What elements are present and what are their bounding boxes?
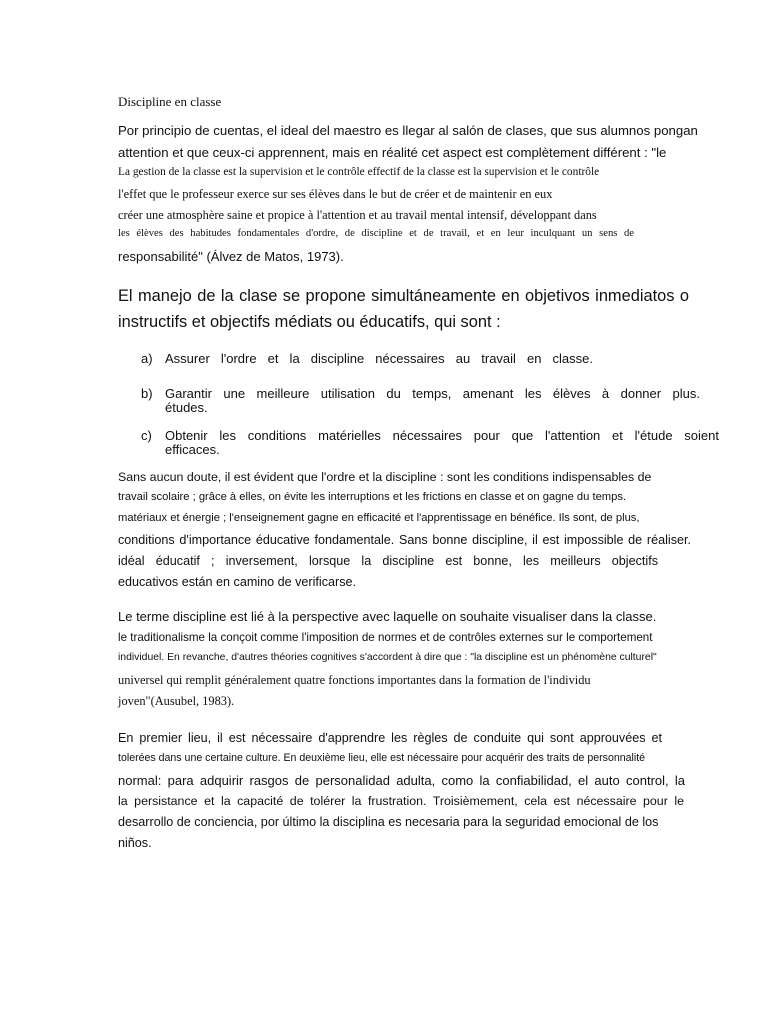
para1-line: créer une atmosphère saine et propice à l'attention et au travail mental intensif, développant dans (118, 208, 597, 222)
para5-line: niños. (118, 836, 152, 850)
para5-line: tolerées dans une certaine culture. En deuxième lieu, elle est nécessaire pour acquérir des traits de personnalité (118, 752, 646, 764)
list-item-text: Assurer l'ordre et la discipline nécessaires au travail en classe. (165, 351, 593, 366)
para1-line: les élèves des habitudes fondamentales d'ordre, de discipline et de travail, et en leur inculquant un sens de (118, 228, 634, 239)
para3-line: educativos están en camino de verificarse. (118, 575, 357, 589)
list-marker: b) (141, 386, 153, 401)
para3-line: matériaux et énergie ; l'enseignement gagne en efficacité et l'apprentissage en bénéfice. Ils sont, de plus, (118, 512, 640, 524)
para3-line: Sans aucun doute, il est évident que l'ordre et la discipline : sont les conditions indispensables de (118, 470, 652, 484)
para1-line: La gestion de la classe est la supervision et le contrôle effectif de la classe est la supervision et le contrôle (118, 166, 600, 178)
document-title: Discipline en classe (118, 94, 222, 109)
list-item-text: Obtenir les conditions matérielles nécessaires pour que l'attention et l'étude soient (165, 428, 719, 443)
para4-line: universel qui remplit généralement quatre fonctions importantes dans la formation de l'individu (118, 673, 591, 687)
para4-line: joven"(Ausubel, 1983). (118, 694, 235, 708)
para5-line: En premier lieu, il est nécessaire d'apprendre les règles de conduite qui sont approuvées et (118, 731, 662, 745)
para1-line: responsabilité" (Álvez de Matos, 1973). (118, 249, 344, 264)
para5-line: normal: para adquirir rasgos de personalidad adulta, como la confiabilidad, el auto control, la (118, 773, 685, 788)
para3-line: conditions d'importance éducative fondamentale. Sans bonne discipline, il est impossible de réaliser. (118, 533, 691, 547)
para1-line: l'effet que le professeur exerce sur ses élèves dans le but de créer et de maintenir en eux (118, 187, 553, 201)
para5-line: la persistance et la capacité de tolérer la frustration. Troisièmement, cela est nécessaire pour le (118, 794, 684, 808)
para4-line: le traditionalisme la conçoit comme l'imposition de normes et de contrôles externes sur le comportement (118, 631, 653, 644)
list-item-text: études. (165, 400, 208, 415)
para1-line: Por principio de cuentas, el ideal del maestro es llegar al salón de clases, que sus alumnos pongan (118, 123, 698, 138)
para4-line: individuel. En revanche, d'autres théories cognitives s'accordent à dire que : "la discipline est un phénomène culturel" (118, 652, 657, 663)
para2-line: instructifs et objectifs médiats ou éducatifs, qui sont : (118, 313, 501, 331)
para1-line: attention et que ceux-ci apprennent, mais en réalité cet aspect est complètement différent : "le (118, 145, 667, 160)
list-marker: c) (141, 428, 152, 443)
list-item-text: efficaces. (165, 442, 220, 457)
para3-line: idéal éducatif ; inversement, lorsque la discipline est bonne, les meilleurs objectifs (118, 554, 658, 568)
para3-line: travail scolaire ; grâce à elles, on évite les interruptions et les frictions en classe et on gagne du temps. (118, 491, 627, 503)
para2-line: El manejo de la clase se propone simultáneamente en objetivos inmediatos o (118, 287, 689, 305)
para4-line: Le terme discipline est lié à la perspective avec laquelle on souhaite visualiser dans la classe. (118, 609, 657, 624)
list-marker: a) (141, 351, 153, 366)
list-item-text: Garantir une meilleure utilisation du temps, amenant les élèves à donner plus. (165, 386, 700, 401)
para5-line: desarrollo de conciencia, por último la disciplina es necesaria para la seguridad emocional de los (118, 815, 659, 829)
